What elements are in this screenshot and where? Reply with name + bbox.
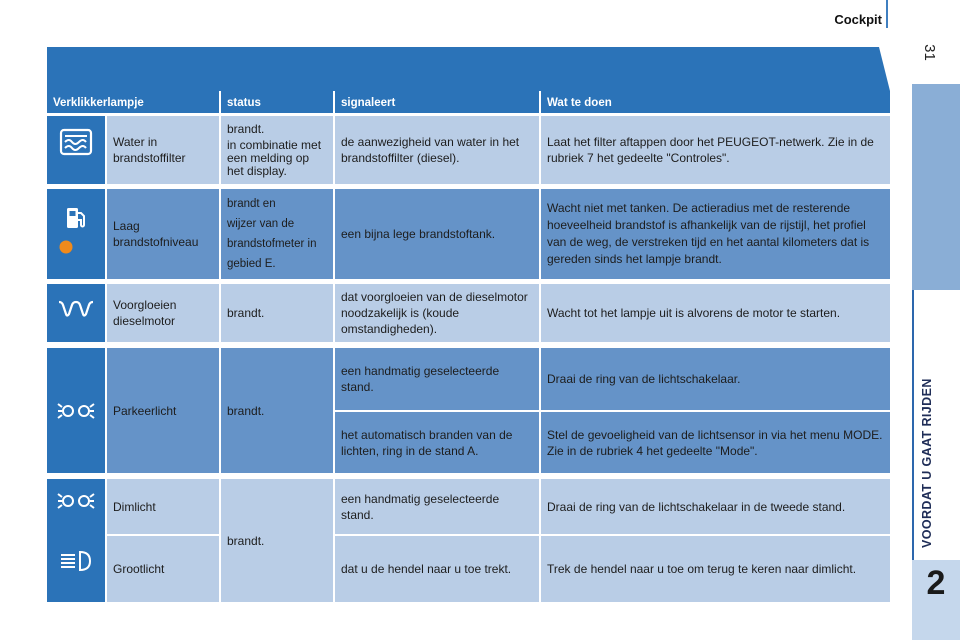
lamp-status: brandt. bbox=[221, 479, 335, 602]
name-column bbox=[107, 479, 221, 602]
subrow bbox=[335, 348, 890, 410]
subrow bbox=[335, 412, 890, 473]
lamp-action: Stel de gevoeligheid van de lichtsensor in via het menu MODE. Zie in de rubriek 4 het gedeelte "Mode". bbox=[541, 412, 890, 473]
glow-plug-icon bbox=[47, 284, 107, 342]
table-row bbox=[47, 116, 890, 184]
lamp-name: Laag brandstofniveau bbox=[107, 189, 221, 279]
lamp-status: brandt. bbox=[221, 284, 335, 342]
header-status: status bbox=[221, 91, 335, 113]
header-signals: signaleert bbox=[335, 91, 541, 113]
lamp-action: Draai de ring van de lichtschakelaar in de tweede stand. bbox=[541, 479, 890, 534]
lamp-subrows bbox=[335, 348, 890, 473]
dipped-beam-icon bbox=[47, 479, 105, 535]
table-row-group bbox=[47, 479, 890, 602]
lamp-name: Water in brandstoffilter bbox=[107, 116, 221, 184]
lamp-signals: dat voorgloeien van de dieselmotor noodzakelijk is (koude omstandigheden). bbox=[335, 284, 541, 342]
lamp-signals: dat u de hendel naar u toe trekt. bbox=[335, 536, 541, 602]
lamp-name: Grootlicht bbox=[107, 536, 221, 602]
lamp-signals: een bijna lege brandstoftank. bbox=[335, 189, 541, 279]
warning-dot-icon bbox=[58, 239, 74, 255]
lamp-action: Trek de hendel naar u toe om terug te keren naar dimlicht. bbox=[541, 536, 890, 602]
lamp-name: Parkeerlicht bbox=[107, 348, 221, 473]
chapter-label: VOORDAT U GAAT RIJDEN bbox=[920, 378, 934, 548]
main-beam-icon bbox=[47, 535, 105, 602]
lamp-signals: het automatisch branden van de lichten, ring in de stand A. bbox=[335, 412, 541, 473]
lamp-signals: een handmatig geselecteerde stand. bbox=[335, 479, 541, 534]
warning-lights-table bbox=[47, 91, 890, 602]
header-lamp: Verklikkerlampje bbox=[47, 91, 221, 113]
lamp-action: Laat het filter aftappen door het PEUGEOT-netwerk. Zie in de rubriek 7 het gedeelte "Controles". bbox=[541, 116, 890, 184]
lamp-name: Dimlicht bbox=[107, 479, 221, 534]
page-title: Cockpit bbox=[834, 12, 882, 27]
section-banner bbox=[47, 47, 890, 91]
lamp-action: Draai de ring van de lichtschakelaar. bbox=[541, 348, 890, 410]
lamp-status: brandt. bbox=[221, 348, 335, 473]
lamp-action: Wacht niet met tanken. De actieradius met de resterende hoeveelheid brandstof is afhankelijk van de rijstijl, het profiel van de weg, de verstreken tijd en het aantal kilometers dat is gereden sinds het lampje brandt. bbox=[541, 189, 890, 279]
icon-column bbox=[47, 479, 107, 602]
water-in-fuel-icon bbox=[47, 116, 107, 184]
header-rule bbox=[886, 0, 888, 28]
lamp-subrows bbox=[335, 479, 890, 602]
header-action: Wat te doen bbox=[547, 97, 612, 109]
fuel-pump-icon bbox=[47, 189, 107, 279]
table-header bbox=[47, 91, 890, 113]
table-row bbox=[47, 284, 890, 342]
lamp-status: brandt en wijzer van de brandstofmeter in gebied E. bbox=[221, 189, 335, 279]
parking-light-icon bbox=[47, 348, 107, 473]
chapter-number: 2 bbox=[926, 564, 946, 602]
lamp-name: Voorgloeien dieselmotor bbox=[107, 284, 221, 342]
lamp-signals: de aanwezigheid van water in het brandstoffilter (diesel). bbox=[335, 116, 541, 184]
table-row bbox=[47, 189, 890, 279]
lamp-signals: een handmatig geselecteerde stand. bbox=[335, 348, 541, 410]
page-number: 31 bbox=[921, 44, 939, 61]
subrow bbox=[335, 536, 890, 602]
lamp-action: Wacht tot het lampje uit is alvorens de motor te starten. bbox=[541, 284, 890, 342]
subrow bbox=[335, 479, 890, 534]
table-row bbox=[47, 348, 890, 473]
lamp-status: brandt. in combinatie met een melding op het display. bbox=[221, 116, 335, 184]
